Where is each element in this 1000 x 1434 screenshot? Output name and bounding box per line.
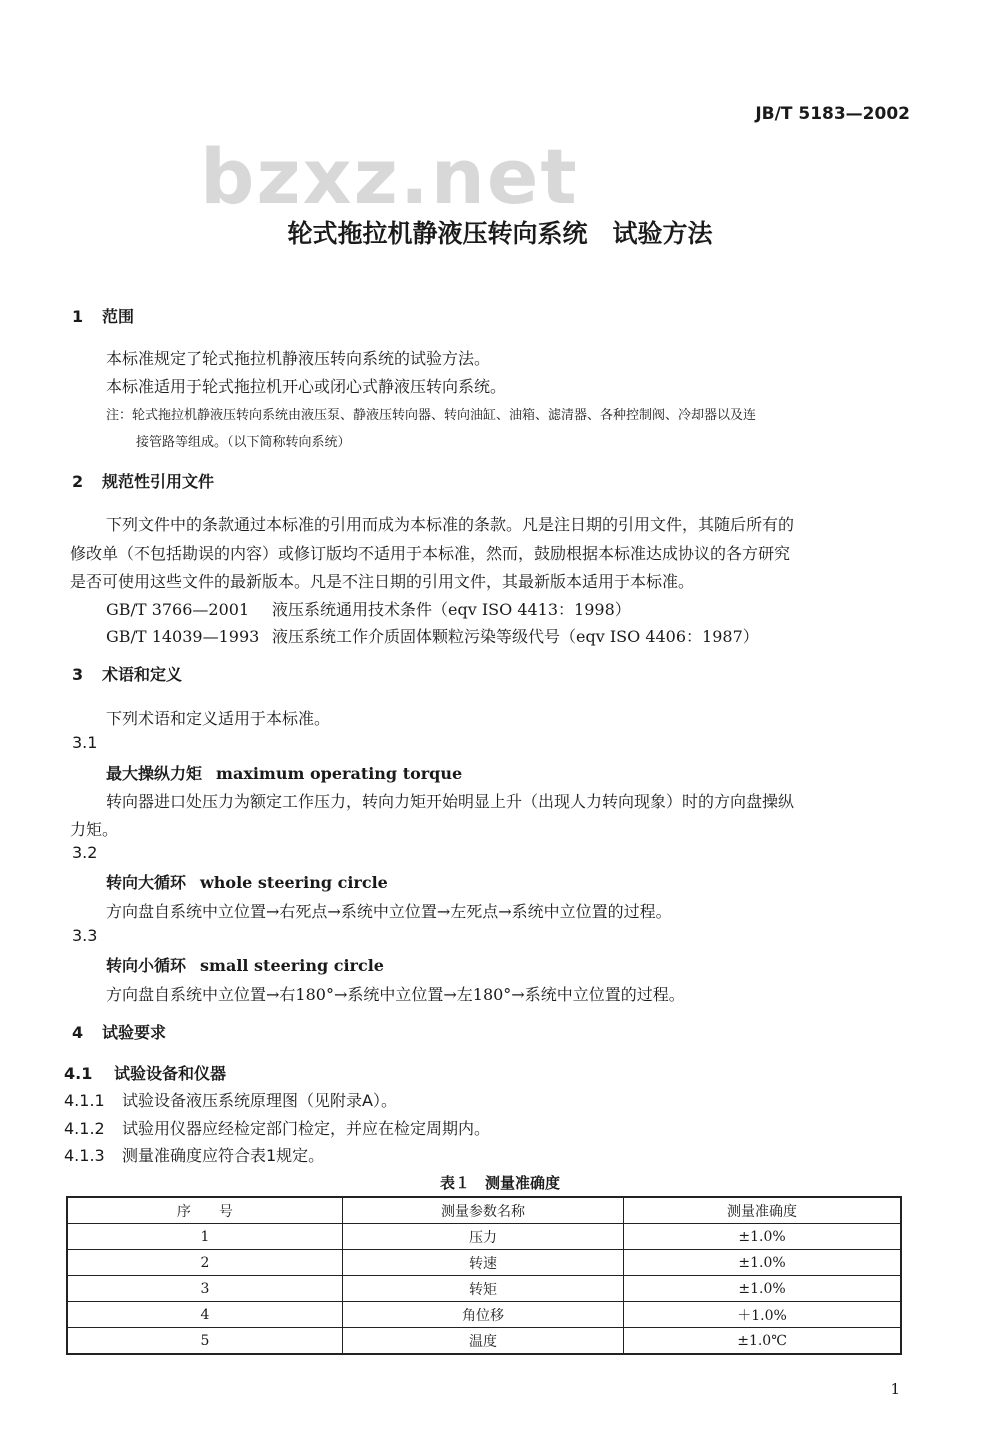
table-cell: 1 bbox=[67, 1224, 342, 1250]
clause-item bbox=[64, 1088, 397, 1111]
term-definition: 方向盘自系统中立位置→右180°→系统中立位置→左180°→系统中立位置的过程。 bbox=[106, 985, 685, 1004]
section-number: 4 bbox=[72, 1023, 84, 1042]
table-row bbox=[67, 1302, 901, 1328]
section-number: 1 bbox=[72, 307, 84, 326]
reference-title: 液压系统工作介质固体颗粒污染等级代号（eqv ISO 4406：1987） bbox=[272, 627, 759, 646]
table-cell: 压力 bbox=[342, 1224, 623, 1250]
term-number: 3.1 bbox=[72, 733, 98, 752]
clause-item bbox=[64, 1143, 324, 1166]
clause-text: 试验设备液压系统原理图（见附录A）。 bbox=[122, 1091, 397, 1110]
document-title: 轮式拖拉机静液压转向系统 试验方法 bbox=[287, 219, 713, 248]
note-line: 接管路等组成。（以下简称转向系统） bbox=[136, 435, 351, 450]
section-3-heading bbox=[72, 662, 182, 685]
clause-number: 4.1.3 bbox=[64, 1146, 105, 1165]
clause-number: 4.1.2 bbox=[64, 1119, 105, 1138]
table-row bbox=[67, 1276, 901, 1302]
term-zh: 转向大循环 bbox=[106, 873, 187, 892]
table-cell: ±1.0% bbox=[624, 1276, 901, 1302]
clause-text: 试验用仪器应经检定部门检定，并应在检定周期内。 bbox=[122, 1119, 491, 1138]
term-en: maximum operating torque bbox=[216, 764, 463, 783]
paragraph: 本标准适用于轮式拖拉机开心或闭心式静液压转向系统。 bbox=[106, 377, 507, 396]
term-definition: 转向器进口处压力为额定工作压力，转向力矩开始明显上升（出现人力转向现象）时的方向盘操纵 bbox=[106, 792, 795, 811]
paragraph: 下列文件中的条款通过本标准的引用而成为本标准的条款。凡是注日期的引用文件，其随后所有的 bbox=[106, 515, 795, 534]
table-cell: 3 bbox=[67, 1276, 342, 1302]
table-cell: ±1.0℃ bbox=[624, 1328, 901, 1355]
note-line: 注：轮式拖拉机静液压转向系统由液压泵、静液压转向器、转向油缸、油箱、滤清器、各种控制阀、冷却器以及连 bbox=[106, 408, 757, 423]
table-cell: 4 bbox=[67, 1302, 342, 1328]
table-cell: 5 bbox=[67, 1328, 342, 1355]
section-title: 规范性引用文件 bbox=[102, 472, 215, 491]
accuracy-table bbox=[66, 1196, 902, 1355]
table-row bbox=[67, 1250, 901, 1276]
watermark-logo: bzxz.net bbox=[200, 132, 579, 221]
term-number: 3.3 bbox=[72, 926, 98, 945]
term-definition: 力矩。 bbox=[70, 820, 119, 839]
paragraph: 下列术语和定义适用于本标准。 bbox=[106, 709, 331, 728]
page-number: 1 bbox=[890, 1380, 900, 1398]
column-header: 测量准确度 bbox=[624, 1197, 901, 1224]
subsection-number: 4.1 bbox=[64, 1064, 93, 1083]
term-definition: 方向盘自系统中立位置→右死点→系统中立位置→左死点→系统中立位置的过程。 bbox=[106, 902, 672, 921]
subsection-heading bbox=[64, 1061, 226, 1084]
term-number: 3.2 bbox=[72, 843, 98, 862]
term-heading bbox=[106, 870, 388, 893]
table-cell: ±1.0% bbox=[624, 1224, 901, 1250]
paragraph: 是否可使用这些文件的最新版本。凡是不注日期的引用文件，其最新版本适用于本标准。 bbox=[70, 572, 695, 591]
reference-code: GB/T 3766—2001 bbox=[106, 600, 250, 619]
table-title: 表１ 测量准确度 bbox=[439, 1174, 560, 1192]
table-header-row bbox=[67, 1197, 901, 1224]
section-title: 范围 bbox=[102, 307, 135, 326]
table-cell: 转矩 bbox=[342, 1276, 623, 1302]
standard-code: JB/T 5183—2002 bbox=[755, 104, 910, 124]
clause-number: 4.1.1 bbox=[64, 1091, 105, 1110]
table-row bbox=[67, 1328, 901, 1355]
section-title: 试验要求 bbox=[102, 1023, 167, 1042]
subsection-title: 试验设备和仪器 bbox=[114, 1064, 227, 1083]
section-number: 3 bbox=[72, 665, 84, 684]
table-cell: ±1.0% bbox=[624, 1250, 901, 1276]
reference-title: 液压系统通用技术条件（eqv ISO 4413：1998） bbox=[272, 600, 631, 619]
section-number: 2 bbox=[72, 472, 84, 491]
term-heading bbox=[106, 953, 384, 976]
term-en: whole steering circle bbox=[200, 873, 388, 892]
table-cell: 2 bbox=[67, 1250, 342, 1276]
paragraph: 修改单（不包括勘误的内容）或修订版均不适用于本标准，然而，鼓励根据本标准达成协议的各方研究 bbox=[70, 544, 791, 563]
term-heading bbox=[106, 761, 462, 784]
term-zh: 最大操纵力矩 bbox=[106, 764, 203, 783]
reference-item bbox=[106, 597, 631, 620]
section-title: 术语和定义 bbox=[102, 665, 183, 684]
table-cell: 角位移 bbox=[342, 1302, 623, 1328]
section-1-heading bbox=[72, 304, 134, 327]
reference-code: GB/T 14039—1993 bbox=[106, 627, 260, 646]
paragraph: 本标准规定了轮式拖拉机静液压转向系统的试验方法。 bbox=[106, 349, 491, 368]
section-2-heading bbox=[72, 469, 214, 492]
term-zh: 转向小循环 bbox=[106, 956, 187, 975]
table-cell: 温度 bbox=[342, 1328, 623, 1355]
table-row bbox=[67, 1224, 901, 1250]
table-cell: ＋1.0% bbox=[624, 1302, 901, 1328]
reference-item bbox=[106, 624, 759, 647]
column-header: 序 号 bbox=[67, 1197, 342, 1224]
term-en: small steering circle bbox=[200, 956, 384, 975]
column-header: 测量参数名称 bbox=[342, 1197, 623, 1224]
clause-text: 测量准确度应符合表1规定。 bbox=[122, 1146, 325, 1165]
table-cell: 转速 bbox=[342, 1250, 623, 1276]
section-4-heading bbox=[72, 1020, 166, 1043]
clause-item bbox=[64, 1116, 490, 1139]
